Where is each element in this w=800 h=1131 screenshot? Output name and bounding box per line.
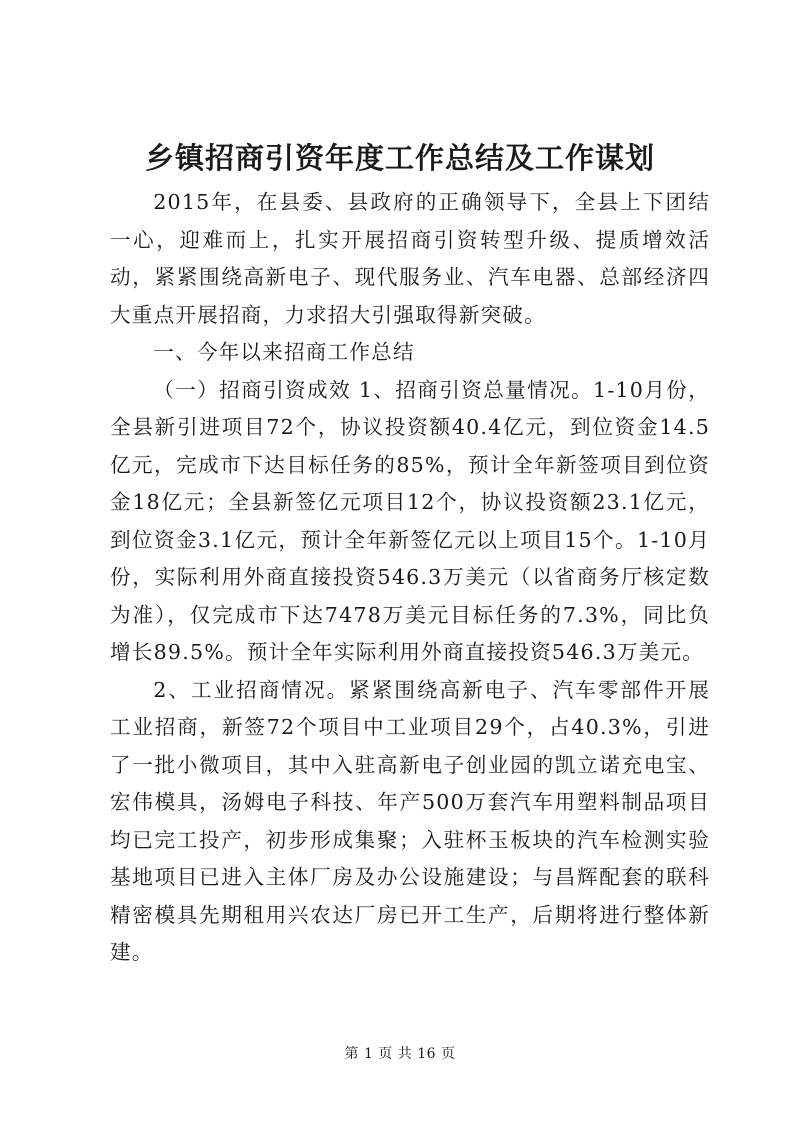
document-body: [110, 184, 710, 972]
paragraph-industrial-investment: 2、工业招商情况。紧紧围绕高新电子、汽车零部件开展工业招商，新签72个项目中工业项目29个，占40.3%，引进了一批小微项目，其中入驻高新电子创业园的凯立诺充电宝、宏伟模具，汤姆电子科技、年产500万套汽车用塑料制品项目均已完工投产，初步形成集聚；入驻杯玉板块的汽车检测实验基地项目已进入主体厂房及办公设施建设；与昌辉配套的联科精密模具先期租用兴农达厂房已开工生产，后期将进行整体新建。: [110, 677, 710, 964]
paragraph-investment-results: （一）招商引资成效 1、招商引资总量情况。1-10月份，全县新引进项目72个，协议投资额40.4亿元，到位资金14.5亿元，完成市下达目标任务的85%，预计全年新签项目到位资金18亿元；全县新签亿元项目12个，协议投资额23.1亿元，到位资金3.1亿元，预计全年新签亿元以上项目15个。1-10月份，实际利用外商直接投资546.3万美元（以省商务厅核定数为准），仅完成市下达7478万美元目标任务的7.3%，同比负增长89.5%。预计全年实际利用外商直接投资546.3万美元。: [110, 377, 710, 664]
document-title: 乡镇招商引资年度工作总结及工作谋划: [144, 141, 655, 175]
paragraph-intro: 2015年，在县委、县政府的正确领导下，全县上下团结一心，迎难而上，扎实开展招商引资转型升级、提质增效活动，紧紧围绕高新电子、现代服务业、汽车电器、总部经济四大重点开展招商，力求招大引强取得新突破。: [110, 190, 710, 327]
page-number-footer: 第 1 页 共 16 页: [344, 1046, 456, 1062]
paragraph-section-heading: 一、今年以来招商工作总结: [153, 340, 415, 364]
